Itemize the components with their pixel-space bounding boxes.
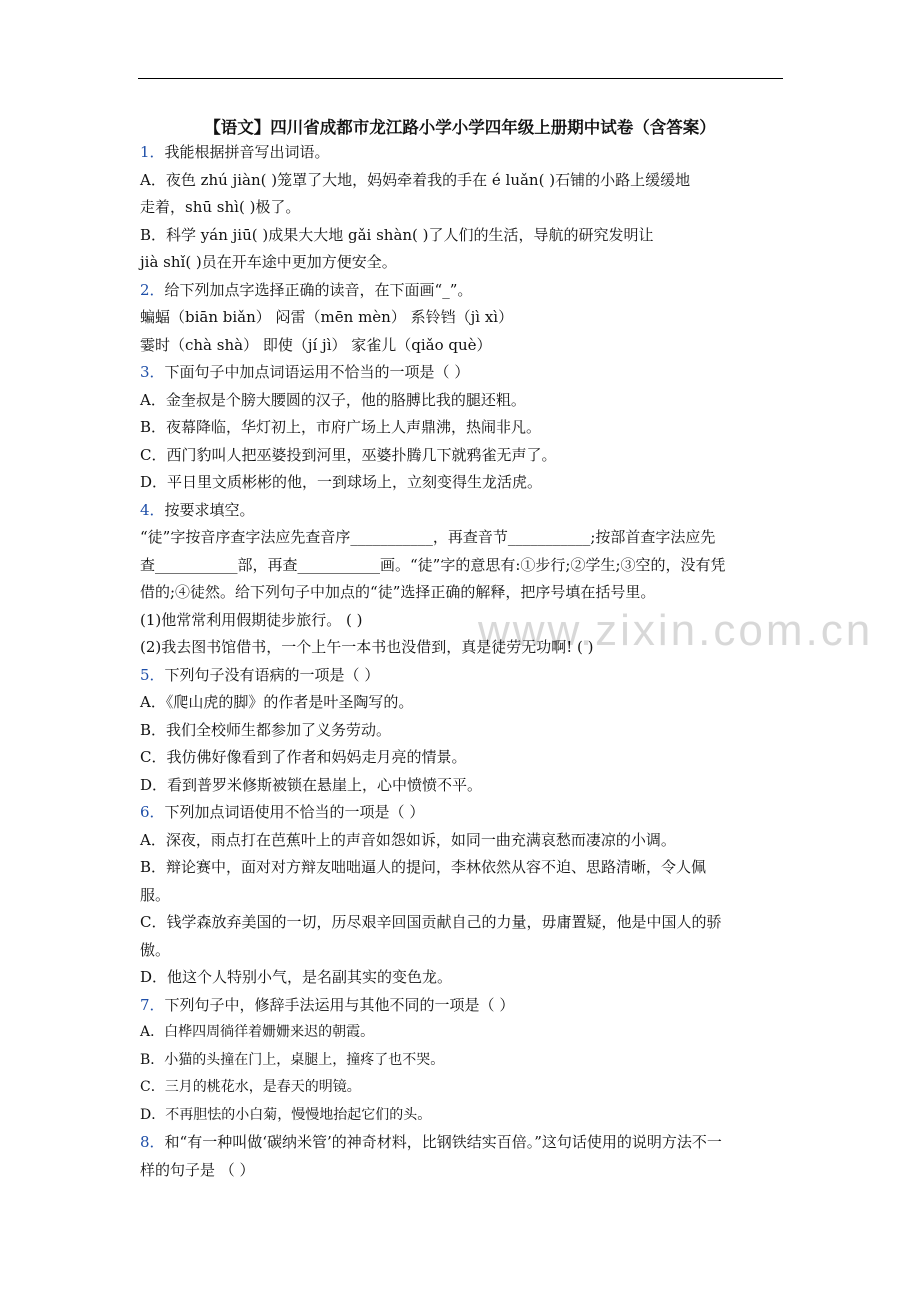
question-number: 4． <box>140 500 165 519</box>
question-1-option-b-line1: B．科学 yán jiū( )成果大大地 gǎi shàn( )了人们的生活，导航的研究发明让 <box>140 225 654 244</box>
question-2-row-1: 蝙蝠（biān biǎn） 闷雷（mēn mèn） 系铃铛（jì xì） <box>140 308 514 326</box>
question-number: 1． <box>140 143 165 161</box>
question-5-option-d: D．看到普罗米修斯被锁在悬崖上，心中愤愤不平。 <box>140 775 483 794</box>
question-7-option-a: A．白桦四周徜徉着姗姗来迟的朝霞。 <box>140 1024 375 1040</box>
question-3-option-d: D．平日里文质彬彬的他，一到球场上，立刻变得生龙活虎。 <box>140 473 543 491</box>
question-7-option-d: D．不再胆怯的小白菊，慢慢地抬起它们的头。 <box>140 1106 432 1123</box>
question-5-option-c: C．我仿佛好像看到了作者和妈妈走月亮的情景。 <box>140 748 467 766</box>
question-7-stem: 7．下列句子中，修辞手法运用与其他不同的一项是（ ） <box>140 995 515 1014</box>
question-6-option-c-line2: 傲。 <box>140 940 171 959</box>
question-3-option-b: B．夜幕降临，华灯初上，市府广场上人声鼎沸，热闹非凡。 <box>140 418 542 436</box>
page-title: 【语文】四川省成都市龙江路小学小学四年级上册期中试卷（含答案） <box>204 118 716 137</box>
question-6-stem: 6．下列加点词语使用不恰当的一项是（ ） <box>140 803 425 821</box>
question-3-option-a: A．金奎叔是个膀大腰圆的汉子，他的胳膊比我的腿还粗。 <box>140 390 526 409</box>
exam-content <box>140 139 780 1184</box>
question-3-stem: 3．下面句子中加点词语运用不恰当的一项是（ ） <box>140 363 470 381</box>
question-4-line-2: 查___________部，再查___________画。“徒”字的意思有:①步行;②学生;③空的，没有凭 <box>140 555 726 574</box>
question-6-option-c-line1: C．钱学森放弃美国的一切，历尽艰辛回国贡献自己的力量，毋庸置疑，他是中国人的骄 <box>140 913 722 931</box>
question-7-option-c: C．三月的桃花水，是春天的明镜。 <box>140 1079 361 1095</box>
question-8-stem-line2: 样的句子是 （ ） <box>140 1160 255 1179</box>
question-4-line-1: “徒”字按音序查字法应先查音序___________，再查音节___________;按部首查字法应先 <box>140 528 716 546</box>
question-number: 8． <box>140 1133 165 1151</box>
question-6-option-d: D．他这个人特别小气，是名副其实的变色龙。 <box>140 968 453 986</box>
question-1-option-a-line1: A．夜色 zhú jiàn( )笼罩了大地，妈妈牵着我的手在 é luǎn( )石铺的小路上缓缓地 <box>140 170 691 189</box>
question-5-stem: 5．下列句子没有语病的一项是（ ） <box>140 665 380 684</box>
question-number: 2． <box>140 280 165 299</box>
question-3-option-c: C．西门豹叫人把巫婆投到河里，巫婆扑腾几下就鸦雀无声了。 <box>140 445 557 464</box>
question-1-option-b-line2: jià shǐ( )员在开车途中更加方便安全。 <box>140 253 397 271</box>
question-6-option-b-line2: 服。 <box>140 885 171 904</box>
question-number: 7． <box>140 995 165 1014</box>
question-1-option-a-line2: 走着，shū shì( )极了。 <box>140 198 301 216</box>
question-5-option-a: A．《爬山虎的脚》的作者是叶圣陶写的。 <box>140 693 414 711</box>
question-4-item-2: (2)我去图书馆借书，一个上午一本书也没借到，真是徒劳无功啊! ( ) <box>140 638 594 656</box>
question-1-stem: 1．我能根据拼音写出词语。 <box>140 143 330 161</box>
question-6-option-b-line1: B．辩论赛中，面对对方辩友咄咄逼人的提问，李林依然从容不迫、思路清晰，令人佩 <box>140 858 707 876</box>
question-6-option-a: A．深夜，雨点打在芭蕉叶上的声音如怨如诉，如同一曲充满哀愁而凄凉的小调。 <box>140 830 676 849</box>
question-number: 5． <box>140 665 165 684</box>
watermark: www.zixin.com.cn <box>478 606 874 655</box>
question-8-stem-line1: 8．和“有一种叫做‘碳纳米管’的神奇材料，比钢铁结实百倍。”这句话使用的说明方法不一 <box>140 1133 722 1151</box>
question-7-option-b: B．小猫的头撞在门上，桌腿上，撞疼了也不哭。 <box>140 1051 445 1068</box>
question-4-item-1: (1)他常常利用假期徒步旅行。 ( ) <box>140 610 363 629</box>
question-2-stem: 2．给下列加点字选择正确的读音，在下面画“_”。 <box>140 280 473 299</box>
question-number: 3． <box>140 363 165 381</box>
question-2-row-2: 霎时（chà shà） 即使（jí jì） 家雀儿（qiǎo què） <box>140 335 492 354</box>
question-5-option-b: B．我们全校师生都参加了义务劳动。 <box>140 720 392 739</box>
header-rule <box>138 78 783 79</box>
question-4-line-3: 借的;④徒然。给下列句子中加点的“徒”选择正确的解释，把序号填在括号里。 <box>140 583 656 601</box>
question-4-stem: 4．按要求填空。 <box>140 500 255 519</box>
question-number: 6． <box>140 803 165 821</box>
